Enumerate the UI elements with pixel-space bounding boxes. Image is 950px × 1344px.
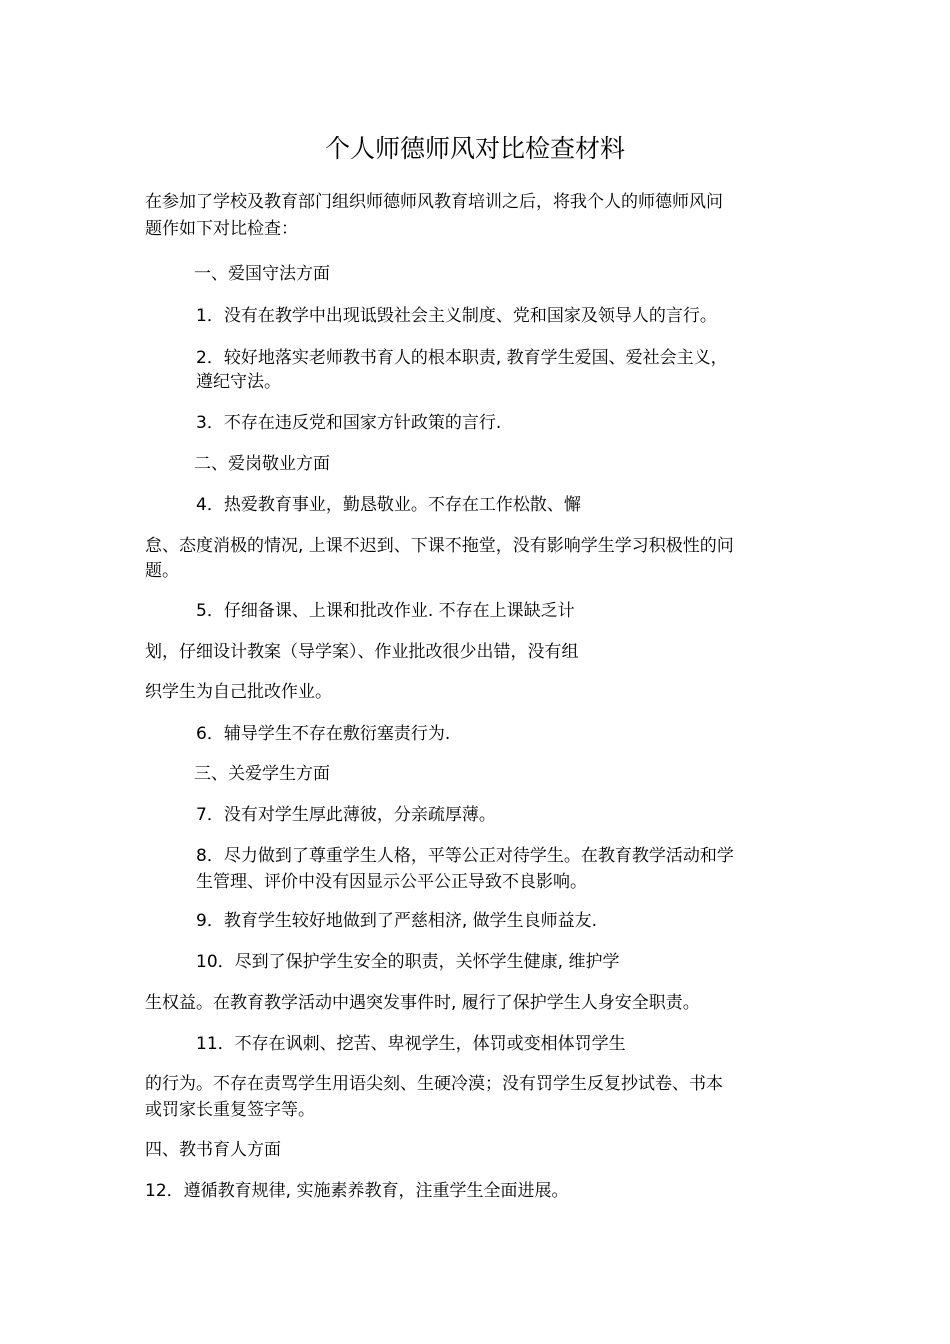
list-item-continuation: 生权益。在教育教学活动中遇突发事件时, 履行了保护学生人身安全职责。 xyxy=(145,993,700,1013)
list-item-continuation: 或罚家长重复签字等。 xyxy=(145,1100,315,1120)
list-item-continuation: 划，仔细设计教案（导学案）、作业批改很少出错，没有组 xyxy=(145,642,579,662)
list-item-continuation: 遵纪守法。 xyxy=(196,372,281,392)
list-item-continuation: 怠、态度消极的情况, 上课不迟到、下课不拖堂，没有影响学生学习积极性的问 xyxy=(145,536,734,556)
list-item: 1．没有在教学中出现诋毁社会主义制度、党和国家及领导人的言行。 xyxy=(196,306,717,326)
list-item-continuation: 题。 xyxy=(145,561,179,581)
section-heading: 一、爱国守法方面 xyxy=(194,264,330,284)
list-item: 7．没有对学生厚此薄彼，分亲疏厚薄。 xyxy=(196,805,496,825)
list-item: 10．尽到了保护学生安全的职责，关怀学生健康, 维护学 xyxy=(196,952,620,972)
list-item: 2．较好地落实老师教书育人的根本职责, 教育学生爱国、爱社会主义， xyxy=(196,348,728,368)
section-heading: 三、关爱学生方面 xyxy=(194,764,330,784)
list-item: 5．仔细备课、上课和批改作业. 不存在上课缺乏计 xyxy=(196,601,575,621)
list-item: 3．不存在违反党和国家方针政策的言行. xyxy=(196,413,502,433)
document-title: 个人师德师风对比检查材料 xyxy=(324,134,625,163)
list-item: 6．辅导学生不存在敷衍塞责行为. xyxy=(196,724,451,744)
list-item: 9．教育学生较好地做到了严慈相济, 做学生良师益友. xyxy=(196,911,598,931)
section-heading: 二、爱岗敬业方面 xyxy=(194,454,330,474)
list-item-continuation: 的行为。不存在责骂学生用语尖刻、生硬冷漠；没有罚学生反复抄试卷、书本 xyxy=(145,1074,723,1094)
list-item-continuation: 织学生为自己批改作业。 xyxy=(145,682,332,702)
list-item: 11．不存在讽刺、挖苦、卑视学生，体罚或变相体罚学生 xyxy=(196,1034,626,1054)
list-item-continuation: 生管理、评价中没有因显示公平公正导致不良影响。 xyxy=(196,872,587,892)
body-text-line: 在参加了学校及教育部门组织师德师风教育培训之后，将我个人的师德师风问 xyxy=(145,192,723,212)
list-item: 8．尽力做到了尊重学生人格，平等公正对待学生。在教育教学活动和学 xyxy=(196,846,734,866)
list-item: 12．遵循教育规律, 实施素养教育，注重学生全面进展。 xyxy=(145,1181,569,1201)
section-heading: 四、教书育人方面 xyxy=(145,1140,281,1160)
list-item: 4．热爱教育事业，勤恳敬业。不存在工作松散、懈 xyxy=(196,495,581,515)
body-text-line: 题作如下对比检查： xyxy=(145,219,298,239)
